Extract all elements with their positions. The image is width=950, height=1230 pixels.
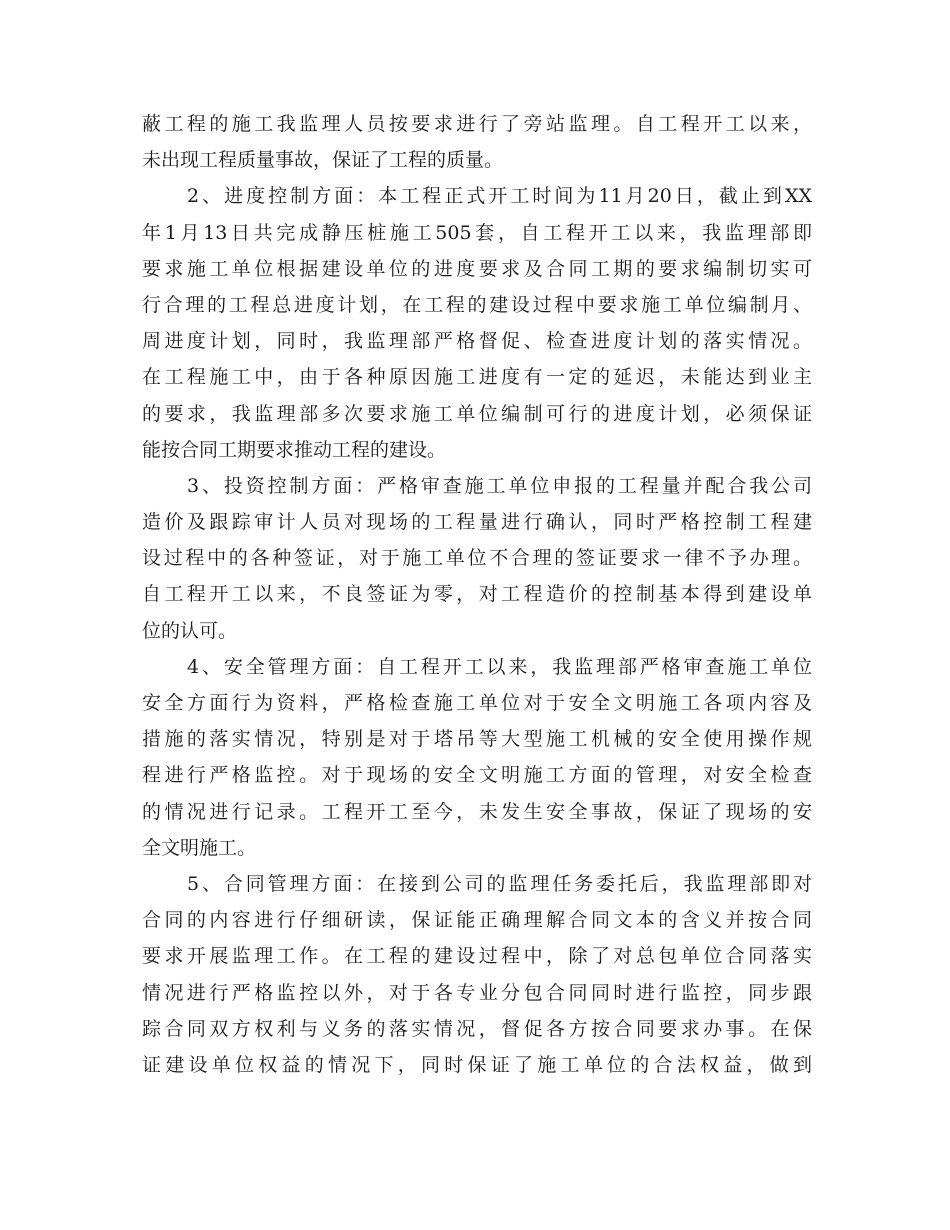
text-line: 要求开展监理工作。在工程的建设过程中，除了对总包单位合同落实 (142, 945, 812, 968)
text-line: 要求施工单位根据建设单位的进度要求及合同工期的要求编制切实可 (142, 257, 812, 280)
text-line: 造价及跟踪审计人员对现场的工程量进行确认，同时严格控制工程建 (142, 511, 812, 534)
text-line: 全文明施工。 (142, 836, 257, 859)
text-line: 措施的落实情况，特别是对于塔吊等大型施工机械的安全使用操作规 (142, 728, 812, 751)
text-line: 3、投资控制方面：严格审查施工单位申报的工程量并配合我公司 (187, 474, 812, 497)
text-line: 设过程中的各种签证，对于施工单位不合理的签证要求一律不予办理。 (142, 547, 812, 570)
text-line: 的情况进行记录。工程开工至今，未发生安全事故，保证了现场的安 (142, 800, 812, 823)
text-line: 位的认可。 (142, 619, 238, 642)
text-line: 的要求，我监理部多次要求施工单位编制可行的进度计划，必须保证 (142, 402, 812, 425)
text-line: 未出现工程质量事故，保证了工程的质量。 (142, 149, 504, 172)
text-line: 证建设单位权益的情况下，同时保证了施工单位的合法权益，做到 (142, 1053, 812, 1076)
document-body (142, 106, 812, 1083)
text-line: 5、合同管理方面：在接到公司的监理任务委托后，我监理部即对 (187, 872, 812, 895)
text-line: 情况进行严格监控以外，对于各专业分包合同同时进行监控，同步跟 (142, 981, 812, 1004)
text-line: 踪合同双方权利与义务的落实情况，督促各方按合同要求办事。在保 (142, 1017, 812, 1040)
text-line: 行合理的工程总进度计划，在工程的建设过程中要求施工单位编制月、 (142, 293, 812, 316)
text-line: 年1月13日共完成静压桩施工505套，自工程开工以来，我监理部即 (142, 221, 812, 244)
text-line: 4、安全管理方面：自工程开工以来，我监理部严格审查施工单位 (187, 655, 812, 678)
text-line: 2、进度控制方面：本工程正式开工时间为11月20日，截止到XX (187, 185, 812, 208)
text-line: 蔽工程的施工我监理人员按要求进行了旁站监理。自工程开工以来， (142, 113, 812, 135)
text-line: 安全方面行为资料，严格检查施工单位对于安全文明施工各项内容及 (142, 692, 812, 714)
text-line: 自工程开工以来，不良签证为零，对工程造价的控制基本得到建设单 (142, 583, 812, 606)
text-line: 合同的内容进行仔细研读，保证能正确理解合同文本的含义并按合同 (142, 909, 812, 932)
text-line: 能按合同工期要求推动工程的建设。 (142, 438, 447, 461)
text-line: 在工程施工中，由于各种原因施工进度有一定的延迟，未能达到业主 (142, 366, 812, 389)
text-line: 周进度计划，同时，我监理部严格督促、检查进度计划的落实情况。 (142, 330, 812, 353)
text-line: 程进行严格监控。对于现场的安全文明施工方面的管理，对安全检查 (142, 764, 812, 787)
